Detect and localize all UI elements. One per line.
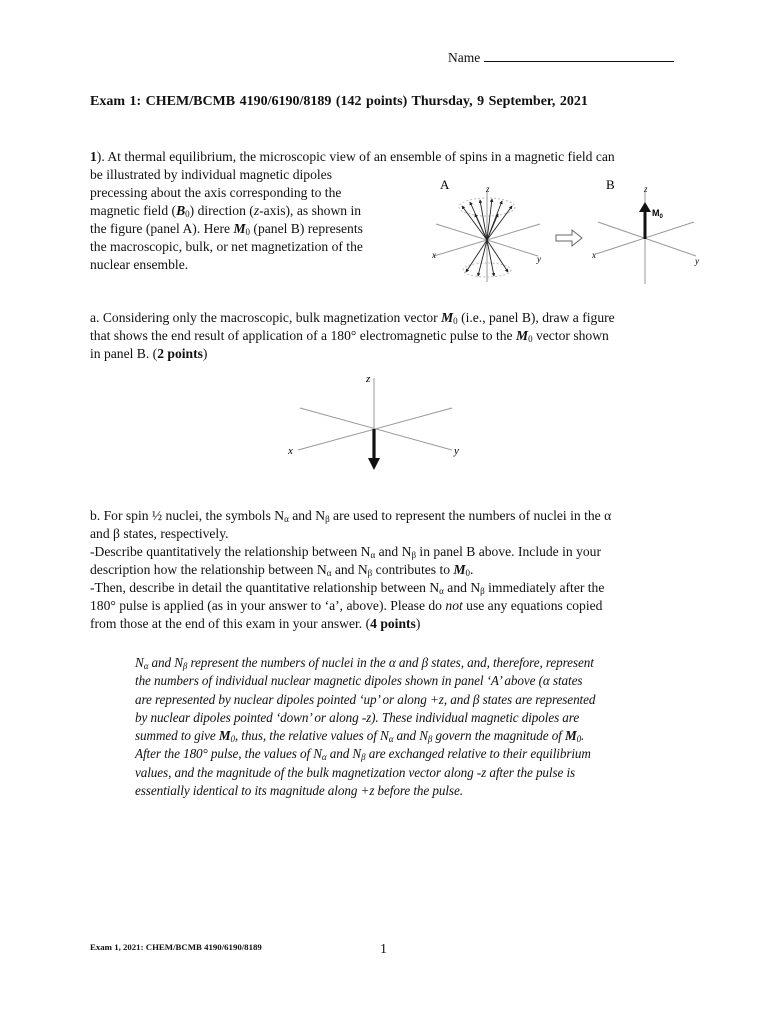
question-1-intro: 1). At thermal equilibrium, the microscopic view of an ensemble of spins in a magnetic field can be illustrated by individual magnetic dipoles [90,149,615,182]
question-1-number: 1 [90,149,97,164]
panel-a-z-axis-label: z [486,184,490,194]
m0-arrowhead-icon [639,202,651,212]
panel-b-y-axis-label: y [695,256,699,266]
panel-b-z-axis-label: z [644,184,648,194]
part-b-prompt: b. For spin ½ nuclei, the symbols $N_\alpha$ and $N_\beta$ are used to represent the numbers of nuclei in the α and β states, respectively. -Describe quantitatively the relationship between $N_\alpha$ and $N_\beta$ in panel B above. Include in your description how the relationship between $N_\alpha$ and $N_\beta$ contributes to $M_0$. -Then, describe in detail the quantitative relationship between $N_\alpha$ and $N_\beta$ immediately after the 180° pulse is applied (as in your answer to ‘a’, above). Please do not use any equations copied from those at the end of this exam in your answer. (4 points) [90,508,612,631]
panel-a-y-axis-label: y [537,254,541,264]
spin-ensemble-figure [420,172,710,290]
page-number: 1 [380,942,387,957]
answer-y-axis-label: y [454,445,459,457]
exam-title: Exam 1: CHEM/BCMB 4190/6190/8189 (142 points) Thursday, 9 September, 2021 [90,94,588,109]
m0-label: $M_0$ [652,208,663,220]
question-1-body: precessing about the axis corresponding to the magnetic field $(B_0)$ direction (z-axis), as shown in the figure (panel A). Here $M_0$ (panel B) represents the macroscopic, bulk, or net magnetization of the nuclear ensemble. [90,185,363,272]
transition-arrow-icon [556,230,582,246]
answer-z-axis-label: z [366,373,371,385]
footer-exam-info: Exam 1, 2021: CHEM/BCMB 4190/6190/8189 [90,942,262,952]
answer-figure [280,368,470,478]
inverted-m0-arrowhead-icon [368,458,380,470]
part-a-prompt: a. Considering only the macroscopic, bulk magnetization vector $M_0$ (i.e., panel B), draw a figure that shows the end result of application of a 180° electromagnetic pulse to the $M_0$ vector shown in panel B. (2 points) [90,310,615,361]
panel-a-x-axis-label: x [432,250,436,260]
panel-b-x-axis-label: x [592,250,596,260]
name-label: Name [448,50,481,65]
panel-a-label: A [440,177,450,192]
name-blank-line [484,48,674,62]
name-field [448,48,674,66]
panel-b-label: B [606,177,615,192]
answer-text: $N_\alpha$ and $N_\beta$ represent the numbers of nuclei in the α and β states, and, therefore, represent the numbers of individual nuclear magnetic dipoles shown in panel ‘A’ above (α states are represented by nuclear dipoles pointed ‘up’ or along +z, and β states are represented by nuclear dipoles pointed ‘down’ or along -z). These individual magnetic dipoles are summed to give $M_0$, thus, the relative values of $N_\alpha$ and $N_\beta$ govern the magnitude of $M_0$. After the 180° pulse, the values of $N_\alpha$ and $N_\beta$ are exchanged relative to their equilibrium values, and the magnitude of the bulk magnetization vector along -z after the pulse is essentially identical to its magnitude along +z before the pulse. [135,655,596,799]
answer-x-axis-label: x [288,445,293,457]
